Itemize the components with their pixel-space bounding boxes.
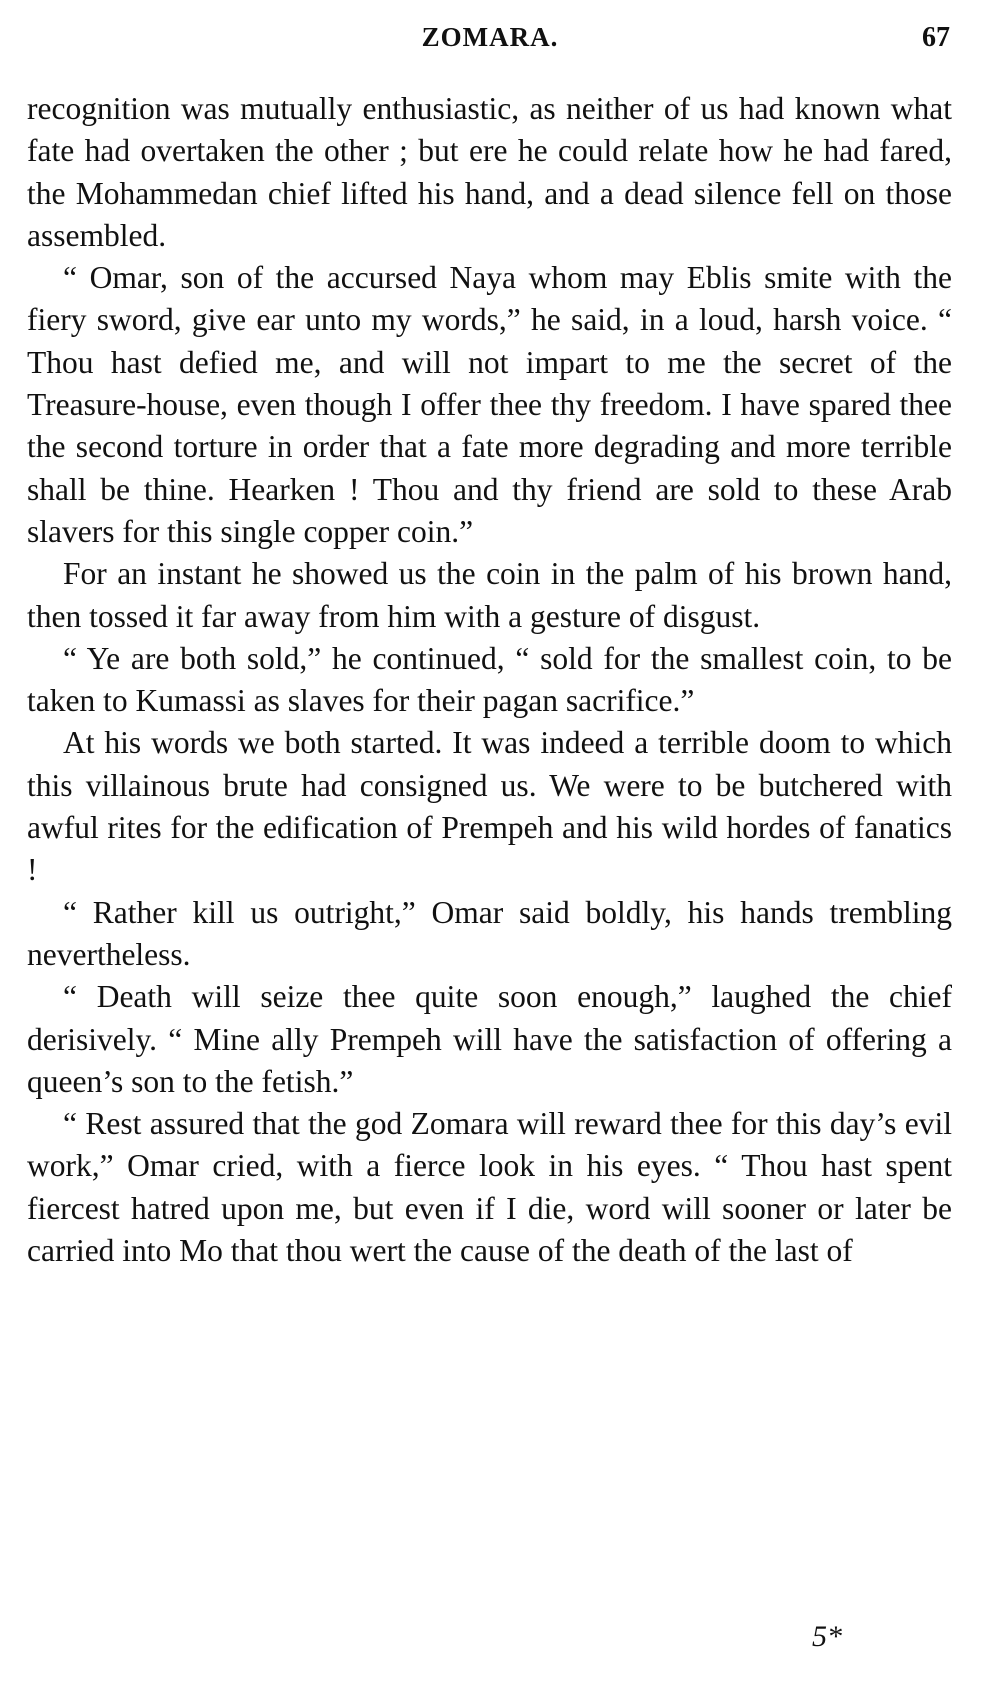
paragraph-5: At his words we both started. It was indeed a terrible doom to which this villainous brute had consigned us. We were to be butchered with awful rites for the edification of Prempeh and his wild hordes of fanatics ! <box>27 725 952 888</box>
paragraph-2: “ Omar, son of the accursed Naya whom may Eblis smite with the fiery sword, give ear unto my words,” he said, in a loud, harsh voice. “ Thou hast defied me, and will not impart to me the secret of the Treasure-house, even though I offer thee thy freedom. I have spared thee the second torture in order that a fate more degrading and more terrible shall be thine. Hearken ! Thou and thy friend are sold to these Arab slavers for this single copper coin.” <box>27 260 952 549</box>
page-number: 67 <box>922 22 950 53</box>
paragraph-1: recognition was mutually enthusiastic, as neither of us had known what fate had overtaken the other ; but ere he could relate how he had fared, the Mohammedan chief lifted his hand, and a dead silence fell on those assembled. <box>27 91 952 253</box>
paragraph-4: “ Ye are both sold,” he continued, “ sold for the smallest coin, to be taken to Kumassi as slaves for their pagan sacrifice.” <box>27 640 952 719</box>
body-text <box>27 88 952 1272</box>
paragraph-6: “ Rather kill us outright,” Omar said boldly, his hands trembling nevertheless. <box>27 894 952 972</box>
paragraph-3: For an instant he showed us the coin in the palm of his brown hand, then tossed it far away from him with a gesture of disgust. <box>27 556 952 634</box>
running-head <box>30 22 950 62</box>
running-title: ZOMARA. <box>421 22 559 52</box>
signature-mark: 5* <box>812 1620 842 1653</box>
paragraph-8: “ Rest assured that the god Zomara will reward thee for this day’s evil work,” Omar cried, with a fierce look in his eyes. “ Thou hast spent fiercest hatred upon me, but even if I die, word will sooner or later be carried into Mo that thou wert the cause of the death of the last of <box>27 1106 952 1269</box>
paragraph-7: “ Death will seize thee quite soon enough,” laughed the chief derisively. “ Mine ally Prempeh will have the satisfaction of offering a queen’s son to the fetish.” <box>27 979 952 1099</box>
